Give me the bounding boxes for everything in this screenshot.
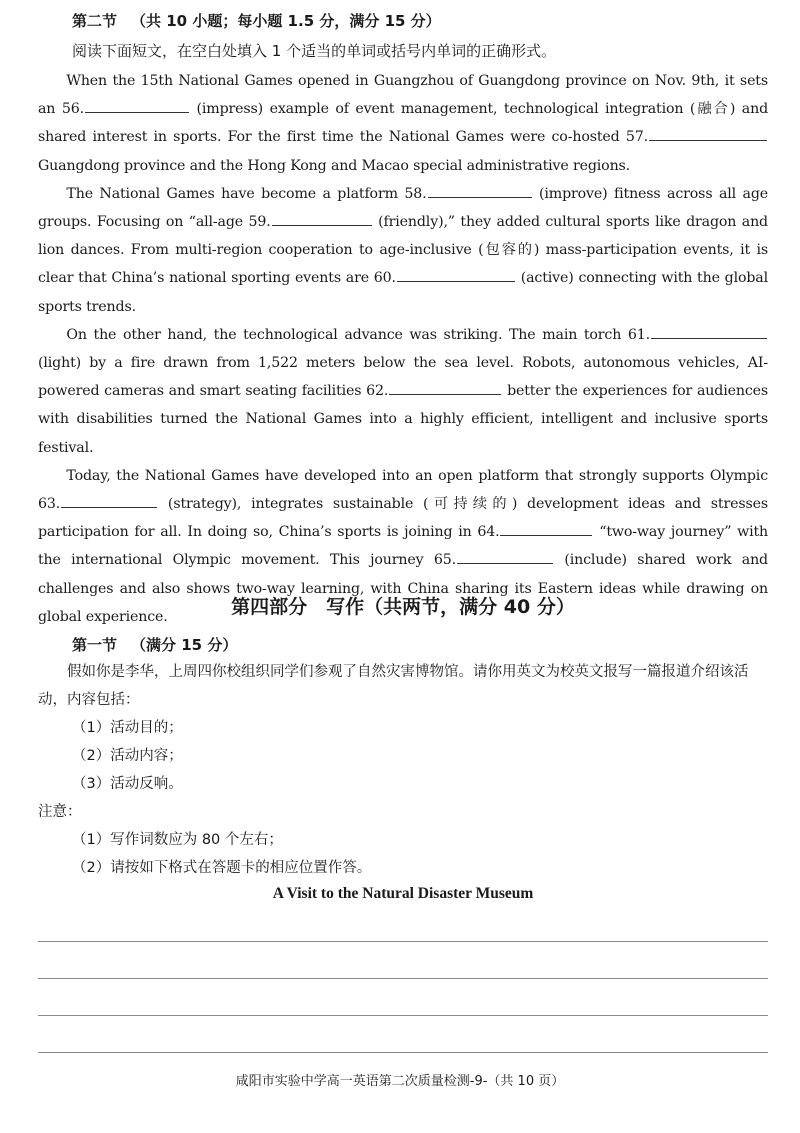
passage-text: (improve) fitness across all age groups. Focusing on “all-age [38, 185, 769, 231]
passage-text: (include) shared work and challenges and also shows two-way learning, with China sharing its Eastern ideas while drawing on global experience. [38, 552, 768, 625]
writing-section-header [72, 634, 772, 655]
section2-note: （共 10 小题；每小题 1.5 分，满分 15 分） [131, 12, 441, 30]
blank-number-64: 64. [477, 524, 500, 541]
passage [38, 67, 768, 631]
writing-section-title: 第一节 [72, 636, 118, 654]
answer-blank-61[interactable] [651, 324, 767, 339]
passage-text: The National Games have become a platform [66, 185, 405, 202]
blank-number-63: 63. [38, 496, 61, 513]
answer-line[interactable] [38, 941, 768, 942]
writing-item: （2）活动内容； [72, 748, 183, 764]
blank-number-57: 57. [625, 129, 648, 146]
passage-text: When the 15th National Games opened in Guangzhou of Guangdong province on Nov. 9th, it sets an [38, 73, 768, 118]
blank-number-59: 59. [248, 214, 271, 231]
section2-title: 第二节 [72, 12, 118, 30]
writing-item: （3）活动反响。 [72, 776, 183, 792]
writing-item: （1）活动目的； [72, 720, 183, 736]
answer-blank-60[interactable] [397, 267, 515, 282]
passage-text: Today, the National Games have developed into an open platform that strongly supports Olympic [66, 467, 768, 484]
answer-blank-64[interactable] [500, 521, 592, 536]
writing-note: （1）写作词数应为 80 个左右； [72, 832, 283, 848]
passage-text: Guangdong province and the Hong Kong and Macao special administrative regions. [38, 157, 631, 174]
page-footer: 咸阳市实验中学高一英语第二次质量检测-9-（共 10 页） [235, 1074, 565, 1089]
section2-header [72, 10, 772, 31]
answer-blank-65[interactable] [457, 549, 553, 564]
writing-items [72, 714, 772, 798]
blank-number-65: 65. [433, 552, 456, 569]
writing-note: （2）请按如下格式在答题卡的相应位置作答。 [72, 860, 372, 876]
blank-number-56: 56. [61, 101, 84, 118]
answer-blank-59[interactable] [272, 211, 372, 226]
passage-paragraph-3 [38, 321, 768, 462]
answer-line[interactable] [38, 1015, 768, 1016]
passage-text: (impress) example of event management, technological integration (融合) and shared interest in sports. For the first time the National Games were co-hosted [38, 101, 769, 146]
passage-text: On the other hand, the technological advance was striking. The main torch [66, 326, 628, 343]
section2-instruction: 阅读下面短文，在空白处填入 1 个适当的单词或括号内单词的正确形式。 [72, 42, 557, 60]
passage-text: (light) by a fire drawn from 1,522 meters below the sea level. Robots, autonomous vehicles, AI-powered cameras and smart seating facilities [38, 355, 768, 400]
blank-number-62: 62. [366, 383, 389, 400]
blank-number-61: 61. [627, 326, 650, 343]
answer-blank-62[interactable] [389, 380, 501, 395]
essay-title: A Visit to the Natural Disaster Museum [272, 885, 534, 902]
blank-number-60: 60. [373, 270, 396, 287]
writing-section-note: （满分 15 分） [131, 636, 238, 654]
answer-blank-63[interactable] [61, 493, 157, 508]
writing-prompt: 假如你是李华，上周四你校组织同学们参观了自然灾害博物馆。请你用英文为校英文报写一篇报道介绍该活动，内容包括： [38, 664, 749, 708]
passage-text: (active) connecting with the global sports trends. [38, 270, 768, 315]
passage-paragraph-2 [38, 180, 768, 321]
answer-blank-56[interactable] [85, 98, 189, 113]
answer-blank-58[interactable] [428, 183, 532, 198]
passage-text: (friendly),” they added cultural sports like dragon and lion dances. From multi-region cooperation to age-inclusive (包容的) mass-participation events, it is clear that China’s national sporting events are [38, 214, 768, 287]
answer-blank-57[interactable] [649, 126, 767, 141]
part4-heading: 第四部分 写作（共两节，满分 40 分） [231, 596, 575, 618]
blank-number-58: 58. [404, 185, 427, 202]
passage-paragraph-1 [38, 67, 768, 180]
passage-text: “two-way journey” with the international Olympic movement. This journey [38, 524, 768, 569]
answer-line[interactable] [38, 978, 768, 979]
answer-line[interactable] [38, 1052, 768, 1053]
notes-label: 注意： [38, 804, 82, 820]
passage-text: (strategy), integrates sustainable (可持续的) development ideas and stresses participation for all. In doing so, China’s sports is joining in [38, 496, 768, 541]
writing-notes [72, 826, 772, 882]
passage-text: better the experiences for audiences with disabilities turned the National Games into a highly efficient, intelligent and inclusive sports festival. [38, 383, 768, 456]
